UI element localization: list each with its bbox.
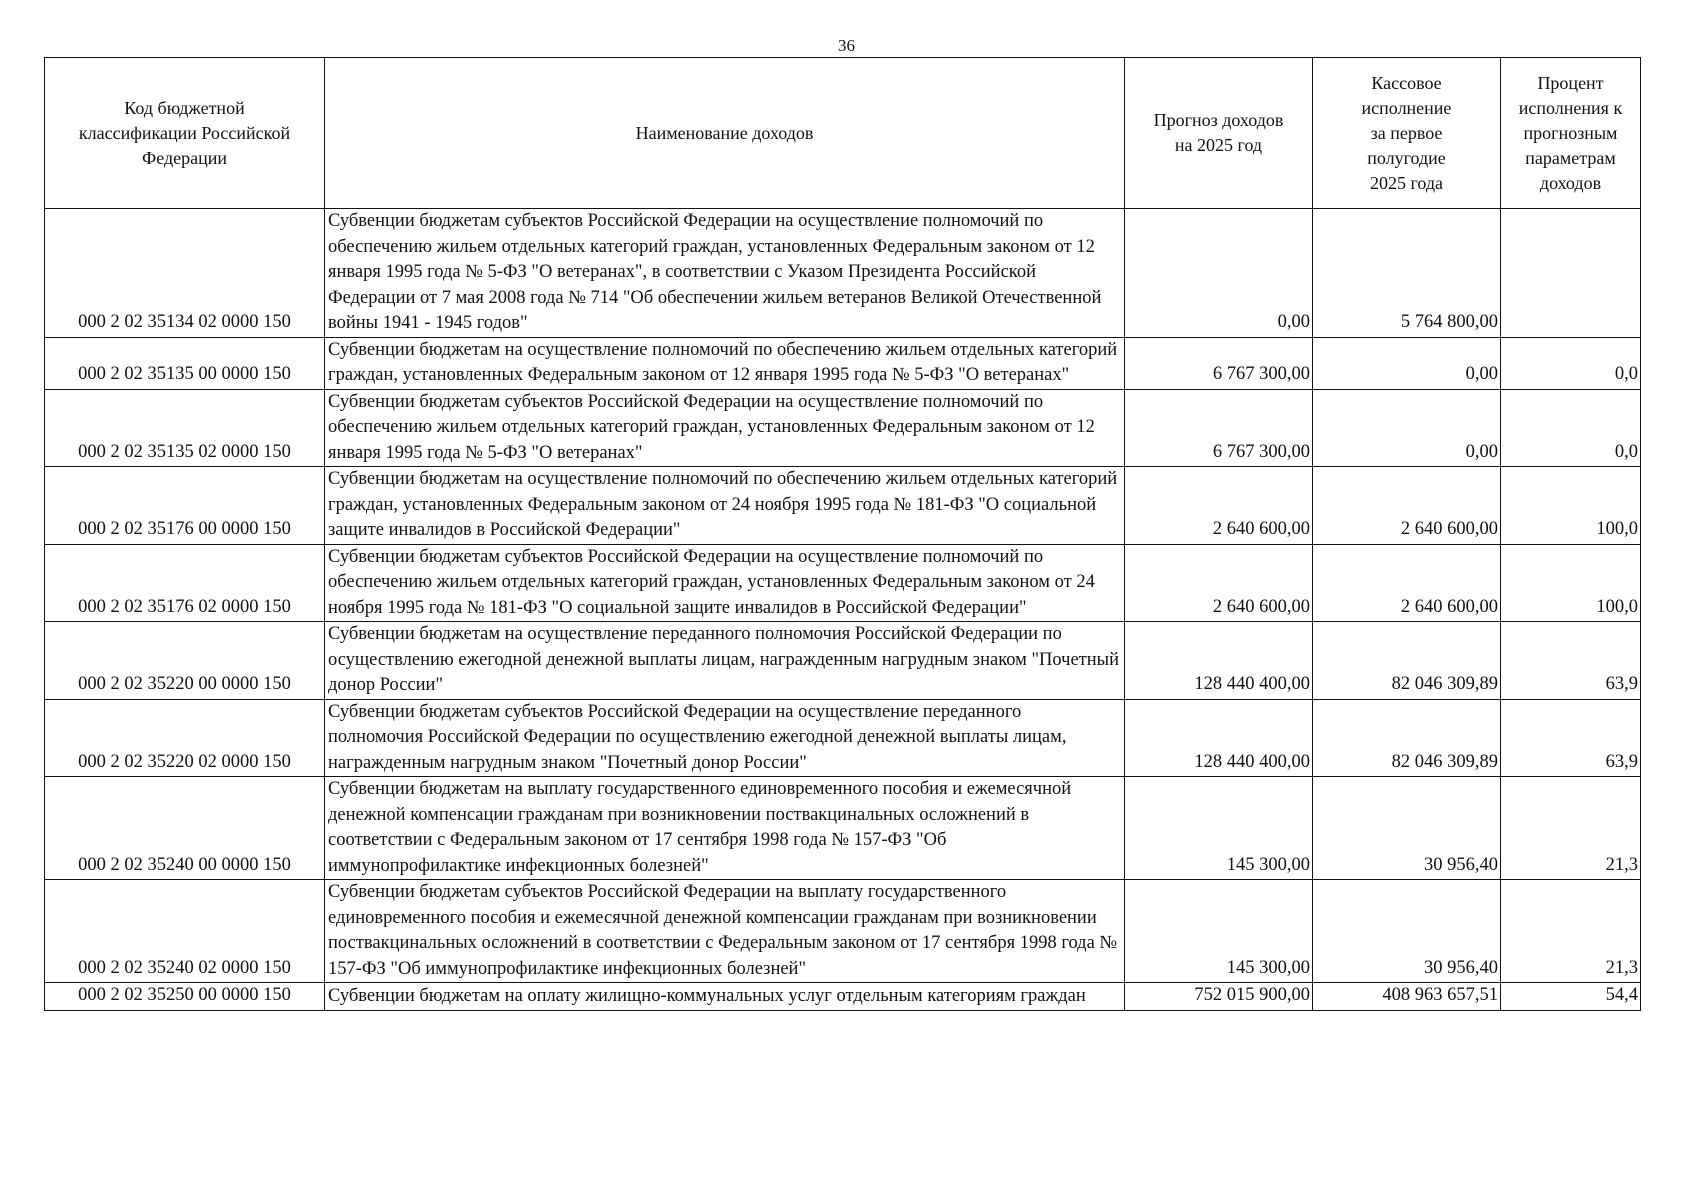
header-name: Наименование доходов (325, 58, 1125, 209)
revenue-name-cell: Субвенции бюджетам субъектов Российской Федерации на осуществление полномочий по обеспечению жильем отдельных категорий граждан, установленных Федеральным законом от 24 ноября 1995 года № 181-ФЗ "О социальной защите инвалидов в Российской Федерации" (325, 544, 1125, 622)
header-forecast: Прогноз доходов на 2025 год (1125, 58, 1313, 209)
budget-code-cell: 000 2 02 35220 00 0000 150 (45, 622, 325, 700)
budget-code-cell: 000 2 02 35135 02 0000 150 (45, 389, 325, 467)
budget-code-cell: 000 2 02 35135 00 0000 150 (45, 337, 325, 389)
revenue-name-cell: Субвенции бюджетам субъектов Российской Федерации на осуществление полномочий по обеспечению жильем отдельных категорий граждан, установленных Федеральным законом от 12 января 1995 года № 5-ФЗ "О ветеранах", в соответствии с Указом Президента Российской Федерации от 7 мая 2008 года № 714 "Об обеспечении жильем ветеранов Великой Отечественной войны 1941 - 1945 годов" (325, 209, 1125, 338)
table-row (45, 389, 1641, 467)
percent-cell: 100,0 (1501, 467, 1641, 545)
revenue-name-cell: Субвенции бюджетам на осуществление полномочий по обеспечению жильем отдельных категорий граждан, установленных Федеральным законом от 12 января 1995 года № 5-ФЗ "О ветеранах" (325, 337, 1125, 389)
revenue-name-cell: Субвенции бюджетам на оплату жилищно-коммунальных услуг отдельным категориям граждан (325, 983, 1125, 1011)
header-execution: Кассовое исполнение за первое полугодие 2025 года (1313, 58, 1501, 209)
execution-cell: 0,00 (1313, 337, 1501, 389)
header-percent: Процент исполнения к прогнозным параметрам доходов (1501, 58, 1641, 209)
table-row (45, 699, 1641, 777)
percent-cell: 0,0 (1501, 337, 1641, 389)
forecast-cell: 128 440 400,00 (1125, 622, 1313, 700)
forecast-cell: 752 015 900,00 (1125, 983, 1313, 1011)
revenue-name-cell: Субвенции бюджетам субъектов Российской Федерации на выплату государственного единовременного пособия и ежемесячной денежной компенсации гражданам при возникновении поствакцинальных осложнений в соответствии с Федеральным законом от 17 сентября 1998 года № 157-ФЗ "Об иммунопрофилактике инфекционных болезней" (325, 880, 1125, 983)
table-row (45, 622, 1641, 700)
percent-cell (1501, 209, 1641, 338)
table-row (45, 777, 1641, 880)
execution-cell: 5 764 800,00 (1313, 209, 1501, 338)
table-row (45, 880, 1641, 983)
table-header-row (45, 58, 1641, 209)
budget-code-cell: 000 2 02 35220 02 0000 150 (45, 699, 325, 777)
table-row (45, 544, 1641, 622)
execution-cell: 82 046 309,89 (1313, 699, 1501, 777)
revenue-name-cell: Субвенции бюджетам на выплату государственного единовременного пособия и ежемесячной денежной компенсации гражданам при возникновении поствакцинальных осложнений в соответствии с Федеральным законом от 17 сентября 1998 года № 157-ФЗ "Об иммунопрофилактике инфекционных болезней" (325, 777, 1125, 880)
execution-cell: 30 956,40 (1313, 777, 1501, 880)
revenue-table (44, 57, 1641, 1011)
budget-code-cell: 000 2 02 35240 02 0000 150 (45, 880, 325, 983)
percent-cell: 63,9 (1501, 622, 1641, 700)
budget-code-cell: 000 2 02 35176 02 0000 150 (45, 544, 325, 622)
forecast-cell: 145 300,00 (1125, 777, 1313, 880)
percent-cell: 63,9 (1501, 699, 1641, 777)
revenue-name-cell: Субвенции бюджетам субъектов Российской Федерации на осуществление переданного полномочия Российской Федерации по осуществлению ежегодной денежной выплаты лицам, награжденным нагрудным знаком "Почетный донор России" (325, 699, 1125, 777)
percent-cell: 21,3 (1501, 777, 1641, 880)
forecast-cell: 6 767 300,00 (1125, 389, 1313, 467)
revenue-name-cell: Субвенции бюджетам на осуществление полномочий по обеспечению жильем отдельных категорий граждан, установленных Федеральным законом от 24 ноября 1995 года № 181-ФЗ "О социальной защите инвалидов в Российской Федерации" (325, 467, 1125, 545)
table-row (45, 467, 1641, 545)
revenue-name-cell: Субвенции бюджетам субъектов Российской Федерации на осуществление полномочий по обеспечению жильем отдельных категорий граждан, установленных Федеральным законом от 12 января 1995 года № 5-ФЗ "О ветеранах" (325, 389, 1125, 467)
forecast-cell: 145 300,00 (1125, 880, 1313, 983)
table-row (45, 983, 1641, 1011)
header-code: Код бюджетной классификации Российской Федерации (45, 58, 325, 209)
forecast-cell: 6 767 300,00 (1125, 337, 1313, 389)
budget-code-cell: 000 2 02 35240 00 0000 150 (45, 777, 325, 880)
percent-cell: 54,4 (1501, 983, 1641, 1011)
execution-cell: 82 046 309,89 (1313, 622, 1501, 700)
forecast-cell: 2 640 600,00 (1125, 467, 1313, 545)
execution-cell: 2 640 600,00 (1313, 467, 1501, 545)
percent-cell: 21,3 (1501, 880, 1641, 983)
budget-code-cell: 000 2 02 35176 00 0000 150 (45, 467, 325, 545)
table-row (45, 209, 1641, 338)
budget-code-cell: 000 2 02 35250 00 0000 150 (45, 983, 325, 1011)
forecast-cell: 128 440 400,00 (1125, 699, 1313, 777)
execution-cell: 0,00 (1313, 389, 1501, 467)
budget-code-cell: 000 2 02 35134 02 0000 150 (45, 209, 325, 338)
percent-cell: 100,0 (1501, 544, 1641, 622)
table-row (45, 337, 1641, 389)
execution-cell: 408 963 657,51 (1313, 983, 1501, 1011)
execution-cell: 2 640 600,00 (1313, 544, 1501, 622)
execution-cell: 30 956,40 (1313, 880, 1501, 983)
percent-cell: 0,0 (1501, 389, 1641, 467)
forecast-cell: 0,00 (1125, 209, 1313, 338)
revenue-name-cell: Субвенции бюджетам на осуществление переданного полномочия Российской Федерации по осуществлению ежегодной денежной выплаты лицам, награжденным нагрудным знаком "Почетный донор России" (325, 622, 1125, 700)
forecast-cell: 2 640 600,00 (1125, 544, 1313, 622)
page-number: 36 (838, 36, 855, 55)
